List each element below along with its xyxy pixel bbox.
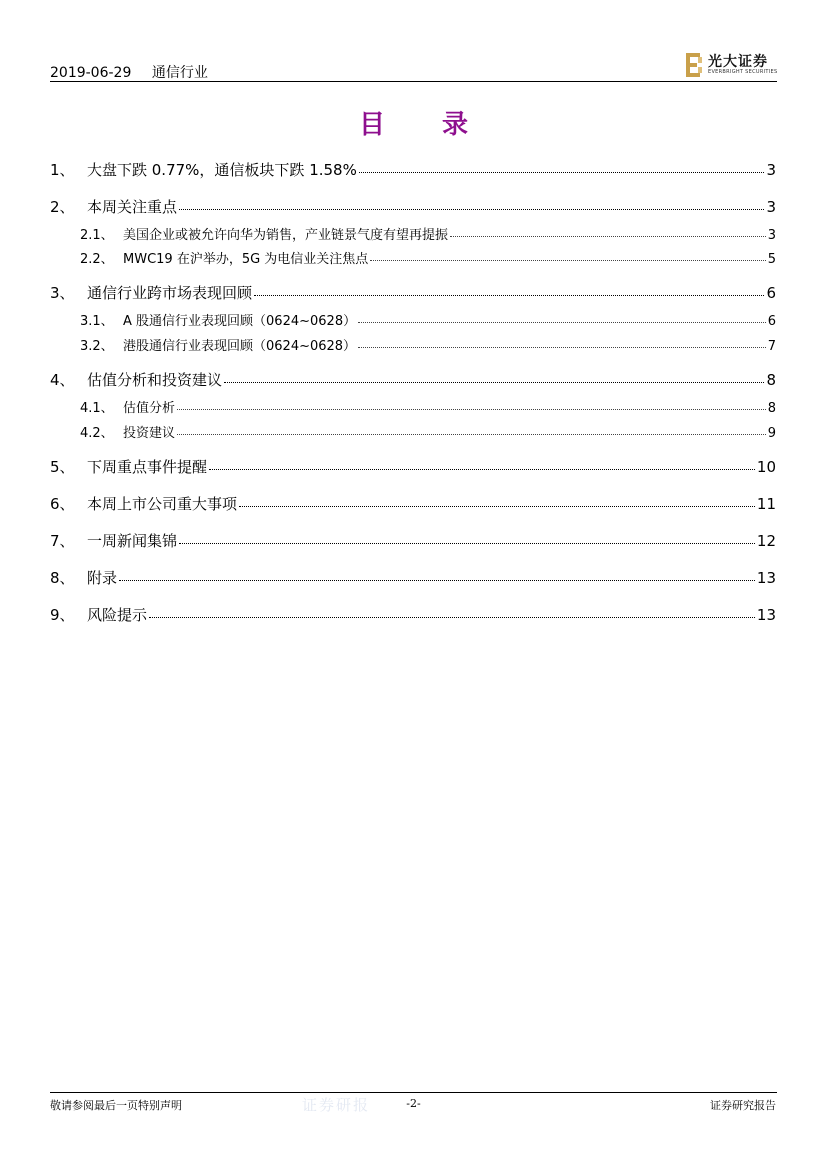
toc-entry[interactable] (50, 493, 776, 514)
toc-entry-number: 7、 (50, 532, 75, 550)
toc-entry-page: 12 (756, 532, 776, 550)
toc-entry[interactable] (50, 282, 776, 303)
page-number: -2- (406, 1097, 421, 1110)
toc-entry[interactable] (50, 159, 776, 180)
header-info (50, 62, 208, 82)
toc-dot-leader (224, 381, 764, 383)
footer-doc-type: 证券研究报告 (710, 1099, 776, 1112)
footer-disclaimer: 敬请参阅最后一页特别声明 (50, 1099, 182, 1112)
toc-entry-text: MWC19 在沪举办，5G 为电信业关注焦点 (123, 252, 369, 267)
toc-entry-number: 1、 (50, 161, 75, 179)
toc-dot-leader (177, 433, 766, 435)
toc-entry-number: 5、 (50, 458, 75, 476)
toc-dot-leader (370, 259, 765, 261)
toc-dot-leader (149, 616, 755, 618)
logo-mark-icon (686, 53, 702, 77)
toc-entry-page: 8 (766, 371, 776, 389)
toc-dot-leader (358, 321, 766, 323)
toc-dot-leader (359, 171, 765, 173)
toc-subentry[interactable] (50, 224, 776, 243)
toc-entry-number: 4.2、 (80, 426, 114, 441)
toc-subentry[interactable] (50, 397, 776, 416)
logo-english-text: EVERBRIGHT SECURITIES (708, 69, 778, 75)
toc-entry[interactable] (50, 369, 776, 390)
toc-entry-page: 3 (766, 161, 776, 179)
toc-entry-text: 下周重点事件提醒 (87, 458, 208, 476)
toc-entry-text: 附录 (87, 569, 118, 587)
toc-dot-leader (254, 294, 764, 296)
toc-entry-page: 3 (767, 228, 776, 243)
toc-entry-number: 4、 (50, 371, 75, 389)
toc-entry-number: 6、 (50, 495, 75, 513)
toc-dot-leader (177, 408, 766, 410)
toc-subentry[interactable] (50, 422, 776, 441)
header-rule (50, 81, 777, 82)
toc-entry[interactable] (50, 196, 776, 217)
toc-dot-leader (239, 505, 755, 507)
toc-entry-page: 13 (756, 606, 776, 624)
toc-entry-text: 本周关注重点 (87, 198, 178, 216)
toc-entry-number: 2.1、 (80, 228, 114, 243)
toc-entry-page: 5 (767, 252, 776, 267)
toc-dot-leader (179, 542, 755, 544)
logo-chinese-text: 光大证券 (708, 54, 768, 70)
footer-watermark: 证券研报 (302, 1096, 371, 1114)
toc-entry-text: 本周上市公司重大事项 (87, 495, 238, 513)
toc-entry-text: 美国企业或被允许向华为销售，产业链景气度有望再提振 (123, 228, 449, 243)
toc-entry-text: 大盘下跌 0.77%，通信板块下跌 1.58% (87, 161, 357, 179)
toc-entry-number: 9、 (50, 606, 75, 624)
toc-entry[interactable] (50, 530, 776, 551)
toc-dot-leader (119, 579, 755, 581)
toc-entry-page: 6 (767, 314, 776, 329)
company-logo (686, 52, 778, 78)
toc-entry-text: A 股通信行业表现回顾（0624~0628） (123, 314, 357, 329)
toc-entry-text: 投资建议 (123, 426, 176, 441)
toc-entry-page: 3 (766, 198, 776, 216)
toc-entry-text: 港股通信行业表现回顾（0624~0628） (123, 339, 357, 354)
toc-entry-page: 11 (756, 495, 776, 513)
toc-entry-page: 13 (756, 569, 776, 587)
toc-entry-page: 8 (767, 401, 776, 416)
toc-entry-number: 3.1、 (80, 314, 114, 329)
toc-subentry[interactable] (50, 310, 776, 329)
toc-entry[interactable] (50, 567, 776, 588)
toc-title: 目 录 (358, 110, 493, 140)
toc-entry-page: 6 (766, 284, 776, 302)
toc-dot-leader (179, 208, 764, 210)
industry-label: 通信行业 (151, 65, 208, 81)
toc-subentry[interactable] (50, 248, 776, 267)
toc-entry-number: 2.2、 (80, 252, 114, 267)
toc-entry-page: 7 (767, 339, 776, 354)
toc-dot-leader (450, 235, 766, 237)
toc-entry[interactable] (50, 456, 776, 477)
toc-entry-number: 4.1、 (80, 401, 114, 416)
toc-dot-leader (209, 468, 755, 470)
toc-entry-number: 2、 (50, 198, 75, 216)
report-date: 2019-06-29 (50, 65, 132, 81)
toc-entry-text: 估值分析 (123, 401, 176, 416)
toc-entry[interactable] (50, 604, 776, 625)
toc-entry-number: 3.2、 (80, 339, 114, 354)
toc-dot-leader (358, 346, 766, 348)
toc-entry-text: 一周新闻集锦 (87, 532, 178, 550)
toc-entry-page: 9 (767, 426, 776, 441)
toc-entry-page: 10 (756, 458, 776, 476)
toc-entry-number: 8、 (50, 569, 75, 587)
toc-entry-number: 3、 (50, 284, 75, 302)
toc-subentry[interactable] (50, 335, 776, 354)
footer-rule (50, 1092, 777, 1093)
toc-entry-text: 通信行业跨市场表现回顾 (87, 284, 253, 302)
toc-entry-text: 风险提示 (87, 606, 148, 624)
toc-entry-text: 估值分析和投资建议 (87, 371, 223, 389)
